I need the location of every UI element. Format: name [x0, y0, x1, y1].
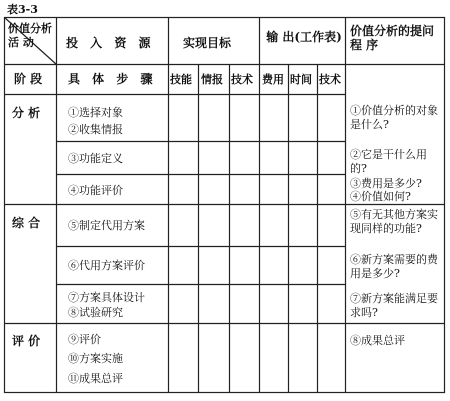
question-7: ⑦新方案能满足要求吗?: [350, 292, 438, 319]
header-activity: 价值分析活 动: [8, 22, 52, 49]
step-4: ④功能评价: [68, 184, 123, 197]
question-6: ⑥新方案需要的费用是多少?: [350, 253, 438, 280]
stage-evaluation: 评 价: [12, 334, 41, 348]
step-8: ⑧试验研究: [68, 306, 123, 319]
subheader-tech: 技术: [231, 73, 253, 86]
question-4: ④价值如何?: [350, 190, 411, 203]
step-7: ⑦方案具体设计: [68, 291, 145, 304]
question-5: ⑤有无其他方案实现同样的功能?: [350, 208, 438, 235]
subheader-info: 情报: [201, 73, 223, 86]
subheader-stage: 阶 段: [14, 72, 43, 86]
step-3: ③功能定义: [68, 152, 123, 165]
question-2: ②它是干什么用的?: [350, 148, 427, 175]
header-goal: 实现目标: [183, 36, 232, 50]
question-8: ⑧成果总评: [350, 334, 405, 347]
step-5: ⑤制定代用方案: [68, 219, 145, 232]
step-10: ⑩方案实施: [68, 352, 123, 365]
step-1: ①选择对象: [68, 106, 123, 119]
subheader-skill: 技能: [170, 73, 192, 86]
stage-synthesis: 综 合: [12, 216, 41, 230]
stage-analysis: 分 析: [12, 106, 41, 120]
header-input-resources: 投 入 资 源: [66, 36, 155, 50]
table-caption: 表3-3: [7, 3, 38, 16]
question-1: ①价值分析的对象是什么?: [350, 104, 438, 131]
header-output: 输 出(工作表): [266, 30, 342, 44]
subheader-tech2: 技术: [319, 73, 341, 86]
header-questions: 价值分析的提问程 序: [350, 24, 435, 52]
question-3: ③费用是多少?: [350, 177, 422, 190]
subheader-cost: 费用: [262, 73, 284, 86]
subheader-time: 时间: [290, 73, 312, 86]
step-9: ⑨评价: [68, 333, 101, 346]
subheader-steps: 具 体 步 骤: [68, 72, 157, 86]
step-2: ②收集情报: [68, 123, 123, 136]
step-6: ⑥代用方案评价: [68, 259, 145, 272]
step-11: ⑪成果总评: [68, 372, 123, 385]
